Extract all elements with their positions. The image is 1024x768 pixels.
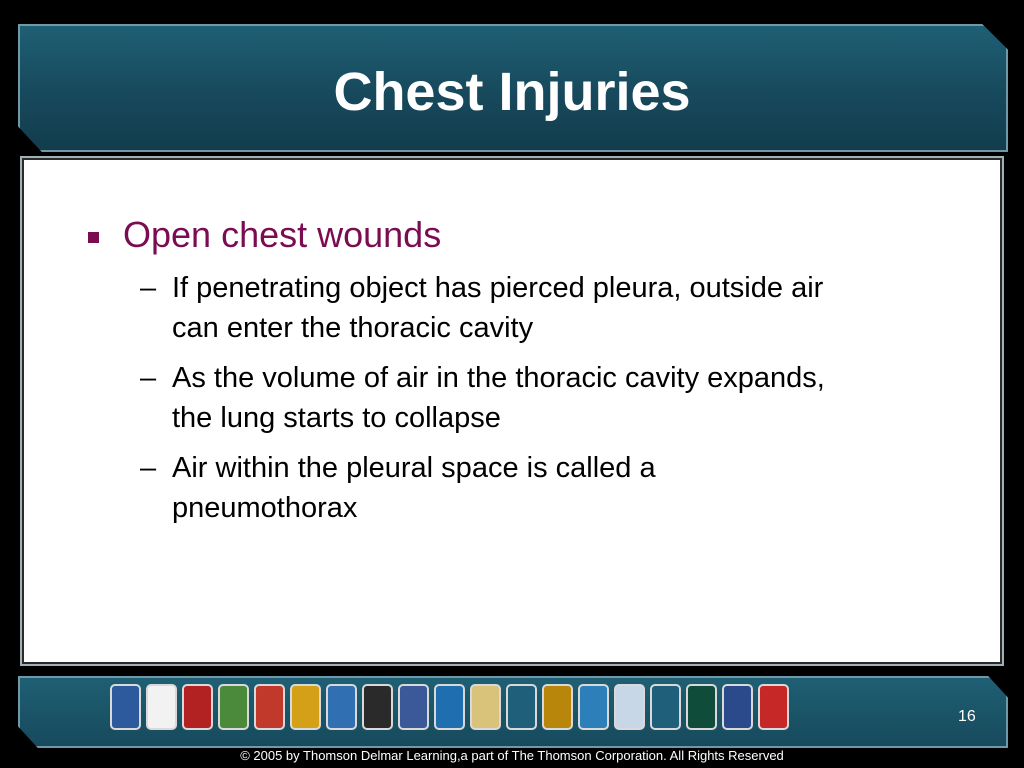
dash-icon: – [140, 452, 157, 484]
bullet-open-chest-wounds [88, 214, 441, 256]
ems-badge-logo [326, 684, 357, 730]
bullet-label: Open chest wounds [123, 214, 442, 255]
ems-badge-logo [434, 684, 465, 730]
ems-badge-logo [110, 684, 141, 730]
ems-badge-logo [218, 684, 249, 730]
subbullet-2 [140, 358, 840, 438]
subbullet-text: If penetrating object has pierced pleura, outside air can enter the thoracic cavity [172, 272, 824, 344]
ems-badge-logo [542, 684, 573, 730]
slide-title: Chest Injuries [333, 62, 691, 122]
ems-badge-logo [614, 684, 645, 730]
subbullet-3 [140, 448, 840, 528]
ems-badge-logo [506, 684, 537, 730]
dash-icon: – [140, 362, 157, 394]
ems-badge-logo [686, 684, 717, 730]
subbullet-1 [140, 268, 840, 348]
ems-badge-logo [722, 684, 753, 730]
ems-badge-strip [110, 684, 789, 730]
ems-badge-logo [254, 684, 285, 730]
ems-badge-logo [470, 684, 501, 730]
ems-badge-logo [758, 684, 789, 730]
dash-icon: – [140, 272, 157, 304]
ems-badge-logo [146, 684, 177, 730]
subbullet-text: Air within the pleural space is called a pneumothorax [172, 452, 656, 524]
ems-badge-logo [182, 684, 213, 730]
ems-badge-logo [362, 684, 393, 730]
square-bullet-icon [88, 232, 99, 243]
copyright-notice: © 2005 by Thomson Delmar Learning,a part of The Thomson Corporation. All Rights Reserved [240, 748, 784, 763]
ems-badge-logo [578, 684, 609, 730]
ems-badge-logo [398, 684, 429, 730]
subbullet-text: As the volume of air in the thoracic cavity expands, the lung starts to collapse [172, 362, 825, 434]
ems-badge-logo [290, 684, 321, 730]
ems-badge-logo [650, 684, 681, 730]
page-number: 16 [958, 708, 976, 725]
